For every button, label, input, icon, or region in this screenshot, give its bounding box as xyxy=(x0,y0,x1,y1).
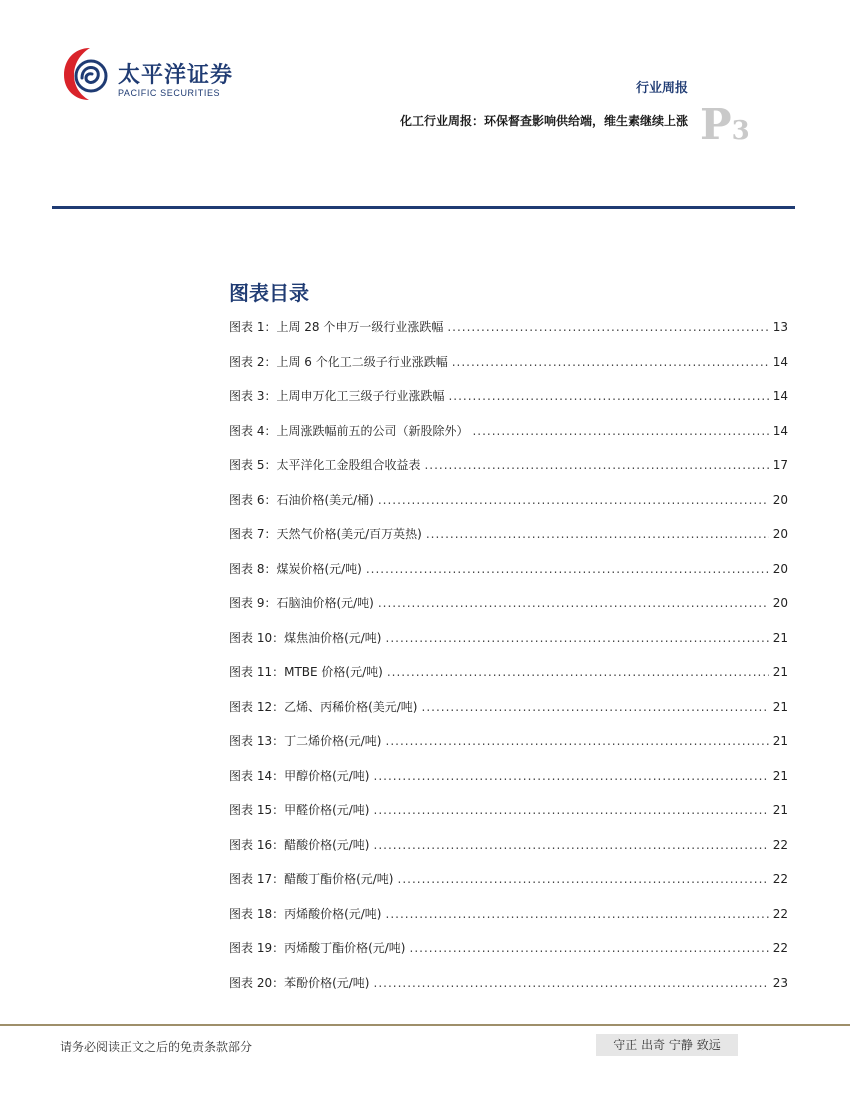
toc-entry[interactable] xyxy=(229,422,788,457)
toc-entry-page: 20 xyxy=(772,596,788,610)
logo-chinese-name: 太平洋证券 xyxy=(118,63,234,88)
toc-dot-leader xyxy=(398,872,769,886)
toc-entry-page: 21 xyxy=(772,734,788,748)
toc-dot-leader xyxy=(386,907,769,921)
toc-entry-label: 图表 5：太平洋化工金股组合收益表 xyxy=(229,458,421,472)
toc-dot-leader xyxy=(426,527,769,541)
toc-dot-leader xyxy=(374,803,769,817)
company-logo xyxy=(60,44,240,114)
toc-entry[interactable] xyxy=(229,491,788,526)
toc-entry[interactable] xyxy=(229,905,788,940)
footer-motto: 守正 出奇 宁静 致远 xyxy=(596,1034,738,1056)
toc-entry-page: 21 xyxy=(772,803,788,817)
toc-entry-label: 图表 15：甲醛价格(元/吨) xyxy=(229,803,370,817)
toc-entry[interactable] xyxy=(229,870,788,905)
toc-entry[interactable] xyxy=(229,594,788,629)
toc-dot-leader xyxy=(378,596,769,610)
toc-entry[interactable] xyxy=(229,353,788,388)
report-type: 行业周报 xyxy=(635,81,688,96)
toc-entry-label: 图表 8：煤炭价格(元/吨) xyxy=(229,561,362,576)
toc-entry-page: 22 xyxy=(772,906,788,921)
toc-entry[interactable] xyxy=(229,698,788,733)
toc-entry-label: 图表 19：丙烯酸丁酯价格(元/吨) xyxy=(229,941,406,955)
toc-entry-page: 21 xyxy=(772,699,788,714)
page-number: 3 xyxy=(731,116,750,146)
toc-entry[interactable] xyxy=(229,629,788,664)
toc-entry-label: 图表 7：天然气价格(美元/百万英热) xyxy=(229,527,422,541)
toc-entry-label: 图表 13：丁二烯价格(元/吨) xyxy=(229,734,382,748)
toc-entry[interactable] xyxy=(229,939,788,974)
toc-dot-leader xyxy=(447,320,768,334)
toc-entry-label: 图表 10：煤焦油价格(元/吨) xyxy=(229,630,382,645)
toc-heading: 图表目录 xyxy=(229,281,309,305)
toc-entry[interactable] xyxy=(229,318,788,353)
toc-dot-leader xyxy=(410,941,769,955)
header-divider xyxy=(52,206,795,209)
page-marker xyxy=(700,100,750,149)
page-letter: P xyxy=(700,100,732,149)
toc-entry-label: 图表 1：上周 28 个申万一级行业涨跌幅 xyxy=(229,320,444,334)
toc-entry[interactable] xyxy=(229,974,788,1009)
toc-entry-page: 23 xyxy=(772,975,788,990)
toc-entry-page: 17 xyxy=(772,458,788,472)
toc-dot-leader xyxy=(366,562,769,576)
footer-disclaimer: 请务必阅读正文之后的免责条款部分 xyxy=(60,1040,253,1054)
toc-entry-page: 14 xyxy=(772,423,788,438)
toc-dot-leader xyxy=(424,458,768,472)
toc-entry-label: 图表 6：石油价格(美元/桶) xyxy=(229,492,374,507)
toc-entry-label: 图表 3：上周申万化工三级子行业涨跌幅 xyxy=(229,389,445,403)
toc-dot-leader xyxy=(374,838,769,852)
toc-entry[interactable] xyxy=(229,732,788,767)
toc-entry-label: 图表 14：甲醇价格(元/吨) xyxy=(229,768,370,783)
toc-entry[interactable] xyxy=(229,801,788,836)
logo-english-name: PACIFIC SECURITIES xyxy=(118,88,221,98)
toc-entry-label: 图表 20：苯酚价格(元/吨) xyxy=(229,975,370,990)
toc-entry-label: 图表 11：MTBE 价格(元/吨) xyxy=(229,665,383,679)
toc-entry-page: 21 xyxy=(772,665,788,679)
report-title: 化工行业周报：环保督查影响供给端，维生素继续上涨 xyxy=(399,114,688,128)
toc-dot-leader xyxy=(448,389,768,403)
toc-dot-leader xyxy=(472,424,768,438)
toc-entry-page: 21 xyxy=(772,768,788,783)
toc-dot-leader xyxy=(422,700,769,714)
toc-entry-label: 图表 9：石脑油价格(元/吨) xyxy=(229,596,374,610)
toc-dot-leader xyxy=(386,734,769,748)
toc-entry-label: 图表 16：醋酸价格(元/吨) xyxy=(229,837,370,852)
toc-entry[interactable] xyxy=(229,663,788,698)
toc-entry-page: 21 xyxy=(772,630,788,645)
toc-entry[interactable] xyxy=(229,767,788,802)
toc-entry[interactable] xyxy=(229,387,788,422)
toc-entry-page: 22 xyxy=(772,872,788,886)
toc-entry-label: 图表 2：上周 6 个化工二级子行业涨跌幅 xyxy=(229,354,448,369)
footer-divider xyxy=(0,1024,850,1026)
toc-dot-leader xyxy=(452,355,769,369)
toc-entry-label: 图表 4：上周涨跌幅前五的公司（新股除外） xyxy=(229,423,469,438)
toc-dot-leader xyxy=(378,493,769,507)
toc-entry-label: 图表 18：丙烯酸价格(元/吨) xyxy=(229,906,382,921)
toc-dot-leader xyxy=(374,976,769,990)
toc-entry-page: 13 xyxy=(772,320,788,334)
toc-entry-page: 22 xyxy=(772,941,788,955)
toc-list xyxy=(229,318,788,1008)
toc-entry-page: 14 xyxy=(772,389,788,403)
toc-dot-leader xyxy=(386,631,769,645)
logo-emblem-icon xyxy=(60,44,112,104)
toc-entry-page: 20 xyxy=(772,492,788,507)
toc-entry[interactable] xyxy=(229,525,788,560)
toc-entry[interactable] xyxy=(229,836,788,871)
toc-entry-page: 20 xyxy=(772,561,788,576)
toc-entry-page: 20 xyxy=(772,527,788,541)
toc-entry[interactable] xyxy=(229,560,788,595)
toc-entry-label: 图表 17：醋酸丁酯价格(元/吨) xyxy=(229,872,394,886)
toc-entry[interactable] xyxy=(229,456,788,491)
toc-entry-page: 14 xyxy=(772,354,788,369)
toc-entry-page: 22 xyxy=(772,837,788,852)
toc-dot-leader xyxy=(374,769,769,783)
toc-entry-label: 图表 12：乙烯、丙稀价格(美元/吨) xyxy=(229,699,418,714)
toc-dot-leader xyxy=(387,665,769,679)
